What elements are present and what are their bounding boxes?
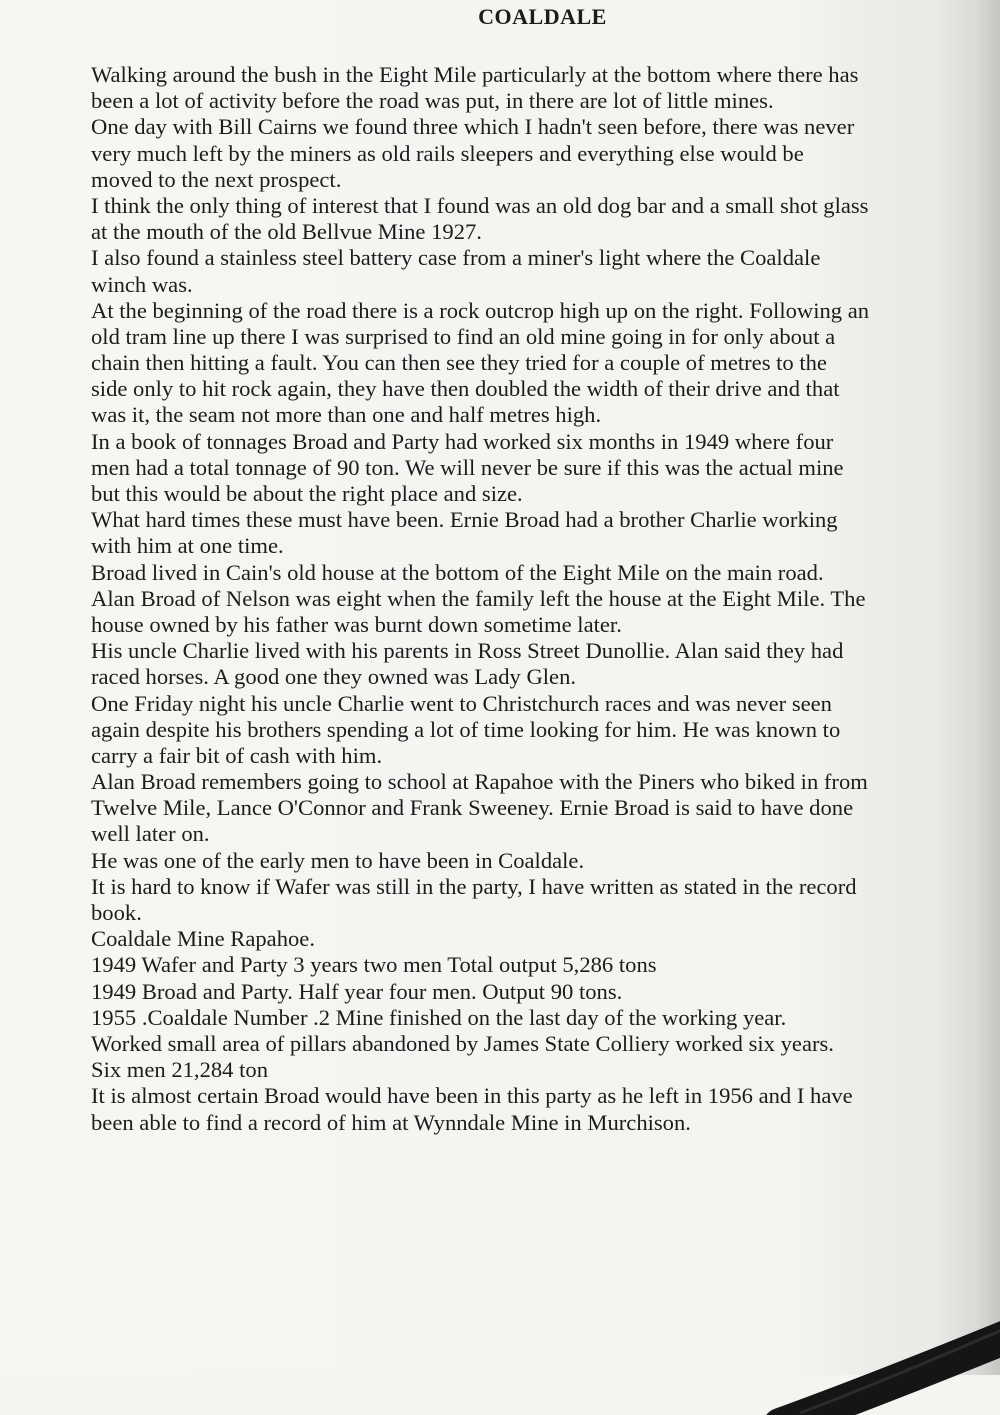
text-line: raced horses. A good one they owned was Lady Glen. [91, 664, 577, 690]
text-line: What hard times these must have been. Ernie Broad had a brother Charlie working [91, 507, 838, 533]
text-line: Six men 21,284 ton [91, 1057, 268, 1083]
cable-object [740, 1295, 1000, 1415]
text-line: been able to find a record of him at Wynndale Mine in Murchison. [91, 1109, 691, 1135]
text-line: again despite his brothers spending a lot of time looking for him. He was known to [91, 716, 841, 742]
text-line: book. [91, 900, 142, 925]
text-line: I also found a stainless steel battery case from a miner's light where the Coaldale [91, 245, 821, 271]
text-line: Twelve Mile, Lance O'Connor and Frank Sweeney. Ernie Broad is said to have done [91, 795, 854, 821]
text-line: side only to hit rock again, they have then doubled the width of their drive and that [91, 376, 840, 402]
text-line: carry a fair bit of cash with him. [91, 742, 383, 768]
text-line: One day with Bill Cairns we found three which I hadn't seen before, there was never [91, 114, 855, 140]
text-line: house owned by his father was burnt down sometime later. [91, 611, 622, 637]
text-line: but this would be about the right place and size. [91, 481, 523, 506]
text-line: Worked small area of pillars abandoned by James State Colliery worked six years. [91, 1030, 834, 1056]
text-line: men had a total tonnage of 90 ton. We will never be sure if this was the actual mine [91, 454, 844, 480]
text-line: very much left by the miners as old rails sleepers and everything else would be [91, 140, 804, 166]
text-line: It is almost certain Broad would have been in this party as he left in 1956 and I have [91, 1083, 853, 1109]
text-line: Alan Broad of Nelson was eight when the family left the house at the Eight Mile. The [91, 585, 866, 611]
text-line: One Friday night his uncle Charlie went to Christchurch races and was never seen [91, 690, 832, 716]
text-line: moved to the next prospect. [91, 166, 342, 192]
page-title: COALDALE [478, 4, 607, 29]
text-line: Alan Broad remembers going to school at Rapahoe with the Piners who biked in from [91, 769, 868, 795]
text-line: with him at one time. [91, 533, 284, 559]
text-line: winch was. [91, 271, 193, 297]
text-line: old tram line up there I was surprised to find an old mine going in for only about a [91, 323, 836, 349]
text-line: At the beginning of the road there is a rock outcrop high up on the right. Following an [91, 297, 870, 323]
text-line: well later on. [91, 821, 210, 847]
text-line: been a lot of activity before the road was put, in there are lot of little mines. [91, 88, 774, 114]
text-line: Walking around the bush in the Eight Mile particularly at the bottom where there has [91, 62, 859, 87]
document-body [91, 62, 996, 1136]
text-line: Broad lived in Cain's old house at the bottom of the Eight Mile on the main road. [91, 559, 824, 585]
text-line: He was one of the early men to have been in Coaldale. [91, 847, 585, 873]
text-line: In a book of tonnages Broad and Party had worked six months in 1949 where four [91, 428, 834, 454]
text-line: His uncle Charlie lived with his parents in Ross Street Dunollie. Alan said they had [91, 638, 844, 664]
text-line: 1955 .Coaldale Number .2 Mine finished on the last day of the working year. [91, 1004, 787, 1030]
text-line: It is hard to know if Wafer was still in the party, I have written as stated in the record [91, 873, 857, 899]
text-line: 1949 Broad and Party. Half year four men. Output 90 tons. [91, 978, 623, 1004]
text-line: at the mouth of the old Bellvue Mine 1927. [91, 219, 482, 245]
text-line: Coaldale Mine Rapahoe. [91, 926, 315, 952]
text-line: was it, the seam not more than one and half metres high. [91, 402, 602, 428]
text-line: I think the only thing of interest that I found was an old dog bar and a small shot glass [91, 192, 869, 218]
text-line: 1949 Wafer and Party 3 years two men Total output 5,286 tons [91, 952, 657, 978]
text-line: chain then hitting a fault. You can then see they tried for a couple of metres to the [91, 350, 827, 376]
